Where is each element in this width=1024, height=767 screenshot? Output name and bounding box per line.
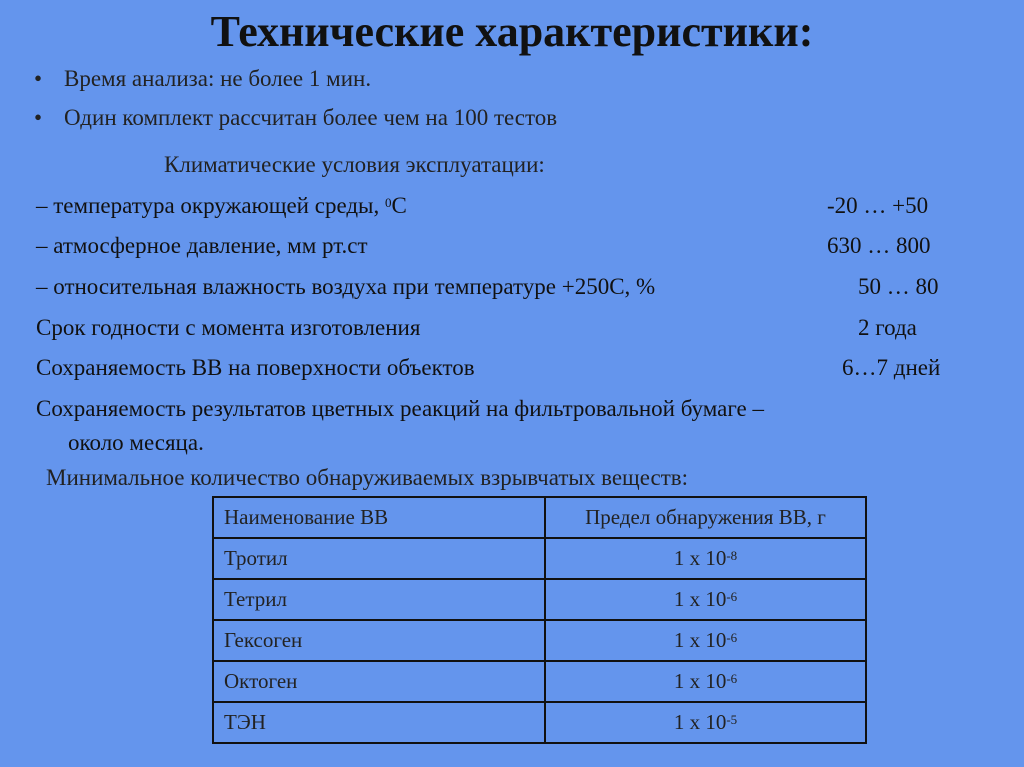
reactions-persistence-line1: Сохраняемость результатов цветных реакций на фильтровальной бумаге – [36, 396, 764, 421]
bullet-dot: • [34, 105, 43, 130]
bullet-text: Один комплект рассчитан более чем на 100 тестов [64, 105, 558, 130]
limit-base: 1 х 10 [673, 669, 727, 693]
shelf-life-value: 2 года [858, 315, 917, 340]
table-row [213, 702, 866, 743]
detection-limit [545, 620, 866, 661]
bullet-tests-count [34, 105, 557, 131]
condition-temperature [36, 193, 407, 219]
limit-exponent: -6 [726, 630, 738, 645]
header-limit: Предел обнаружения ВВ, г [545, 497, 866, 538]
substance-name: Тетрил [213, 579, 545, 620]
detection-limit [545, 579, 866, 620]
table-caption: Минимальное количество обнаруживаемых взрывчатых веществ: [46, 465, 689, 490]
table-row [213, 661, 866, 702]
substance-name: Октоген [213, 661, 545, 702]
limit-base: 1 х 10 [673, 587, 727, 611]
table-row [213, 620, 866, 661]
bullet-analysis-time [34, 66, 371, 92]
substance-name: Тротил [213, 538, 545, 579]
limit-exponent: -6 [726, 589, 738, 604]
climate-heading: Климатические условия эксплуатации: [164, 152, 545, 177]
condition-label: – температура окружающей среды, [36, 193, 385, 218]
detection-limit [545, 702, 866, 743]
reactions-persistence-line2: около месяца. [68, 430, 204, 455]
substance-name: Гексоген [213, 620, 545, 661]
degree-superscript: 0 [385, 195, 392, 210]
substance-name: ТЭН [213, 702, 545, 743]
limit-base: 1 х 10 [673, 628, 727, 652]
limit-base: 1 х 10 [673, 710, 727, 734]
table-header-row [213, 497, 866, 538]
detection-limit [545, 661, 866, 702]
table-row [213, 538, 866, 579]
surface-persistence-value: 6…7 дней [842, 355, 941, 380]
shelf-life: Срок годности с момента изготовления [36, 315, 421, 340]
limit-exponent: -8 [726, 548, 738, 563]
limit-exponent: -5 [726, 712, 738, 727]
condition-pressure: – атмосферное давление, мм рт.ст [36, 233, 368, 258]
surface-persistence: Сохраняемость ВВ на поверхности объектов [36, 355, 475, 380]
limit-exponent: -6 [726, 671, 738, 686]
bullet-text: Время анализа: не более 1 мин. [64, 66, 372, 91]
header-name: Наименование ВВ [213, 497, 545, 538]
detection-limit [545, 538, 866, 579]
limit-base: 1 х 10 [673, 546, 727, 570]
detection-limits-table [212, 496, 867, 744]
condition-humidity-value: 50 … 80 [858, 274, 939, 299]
condition-humidity: – относительная влажность воздуха при температуре +250С, % [36, 274, 656, 299]
condition-pressure-value: 630 … 800 [827, 233, 931, 258]
page-title: Технические характеристики: [210, 7, 814, 56]
condition-temperature-value: -20 … +50 [827, 193, 929, 218]
table-row [213, 579, 866, 620]
bullet-dot: • [34, 66, 43, 91]
condition-unit: С [391, 193, 407, 218]
